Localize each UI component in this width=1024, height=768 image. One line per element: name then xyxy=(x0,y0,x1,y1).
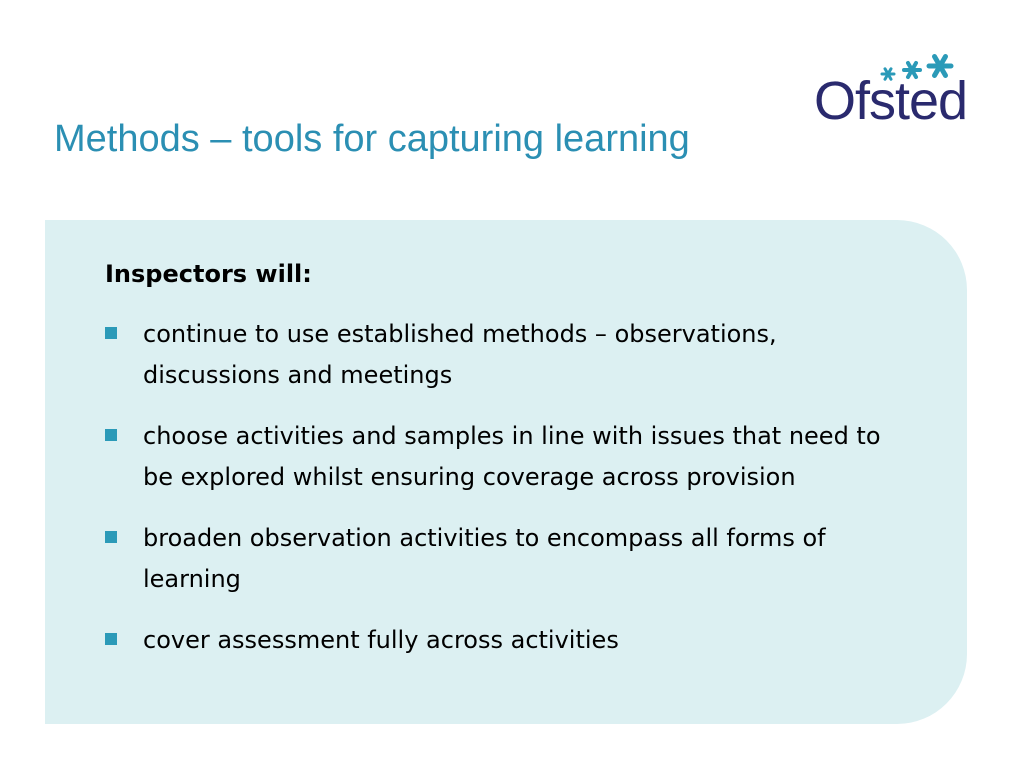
square-bullet-icon xyxy=(105,327,117,339)
ofsted-logo xyxy=(812,48,972,132)
square-bullet-icon xyxy=(105,633,117,645)
bullet-text: broaden observation activities to encompass all forms of learning xyxy=(143,524,826,593)
bullet-text: cover assessment fully across activities xyxy=(143,626,619,654)
bullet-item xyxy=(105,518,905,600)
logo-wordmark: Ofsted xyxy=(814,71,968,131)
square-bullet-icon xyxy=(105,531,117,543)
content-panel xyxy=(45,220,967,724)
bullet-text: choose activities and samples in line with issues that need to be explored whilst ensuring coverage across provision xyxy=(143,422,881,491)
slide-title: Methods – tools for capturing learning xyxy=(54,118,690,160)
square-bullet-icon xyxy=(105,429,117,441)
bullet-item xyxy=(105,416,905,498)
bullet-item xyxy=(105,314,905,396)
bullet-text: continue to use established methods – observations, discussions and meetings xyxy=(143,320,777,389)
bullet-list xyxy=(105,314,905,681)
panel-heading: Inspectors will: xyxy=(105,260,312,288)
bullet-item xyxy=(105,620,905,661)
